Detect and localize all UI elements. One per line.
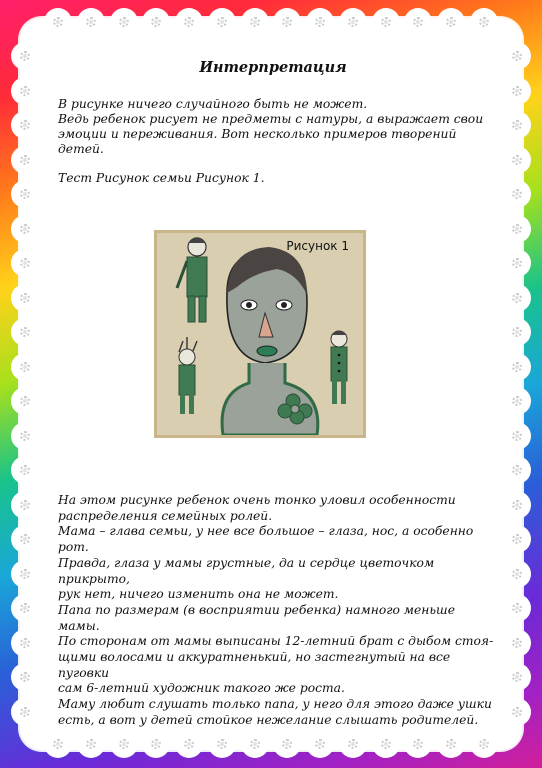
body-line: Папа по размерам (в восприятии ребенка) намного меньше мамы. xyxy=(58,602,455,633)
body-line: есть, а вот у детей стойкое нежелание слышать родителей. xyxy=(58,712,479,727)
child-figure xyxy=(331,331,347,404)
intro-line: эмоции и переживания. Вот несколько примеров творений детей. xyxy=(58,127,457,156)
lace-border-left xyxy=(10,42,40,726)
page-title: Интерпретация xyxy=(199,59,347,76)
father-figure xyxy=(177,238,207,322)
body-line: На этом рисунке ребенок очень тонко уловил особенности xyxy=(58,493,456,507)
body-line: щими волосами и аккуратненький, но застегнутый на все пуговки xyxy=(58,650,451,680)
intro-line: В рисунке ничего случайного быть не может. xyxy=(58,97,368,111)
body-line: рук нет, ничего изменить она не может. xyxy=(58,587,339,602)
test-caption: Тест Рисунок семьи Рисунок 1. xyxy=(58,171,265,185)
body-line: Правда, глаза у мамы грустные, да и сердце цветочком прикрыто, xyxy=(58,555,435,586)
child-drawing-figure xyxy=(154,230,366,438)
lace-border-top xyxy=(44,8,498,38)
body-line: сам 6-летний художник такого же роста. xyxy=(58,681,345,696)
interpretation-text xyxy=(58,493,498,729)
lace-border-bottom xyxy=(44,730,498,760)
body-line: Маму любит слушать только папа, у него для этого даже ушки xyxy=(58,697,492,712)
mother-figure xyxy=(222,247,318,435)
figure-label: Рисунок 1 xyxy=(286,239,349,253)
body-line: распределения семейных ролей. xyxy=(58,508,273,523)
intro-line: Ведь ребенок рисует не предметы с натуры, а выражает свои xyxy=(58,112,484,126)
brother-figure xyxy=(179,337,197,414)
family-drawing xyxy=(157,233,363,435)
body-line: Мама – глава семьи, у нее все большое – глаза, нос, а особенно рот. xyxy=(58,524,474,555)
lace-border-right xyxy=(502,42,532,726)
body-line: По сторонам от мамы выписаны 12-летний брат с дыбом стоя- xyxy=(58,634,494,649)
intro-section xyxy=(58,60,488,186)
